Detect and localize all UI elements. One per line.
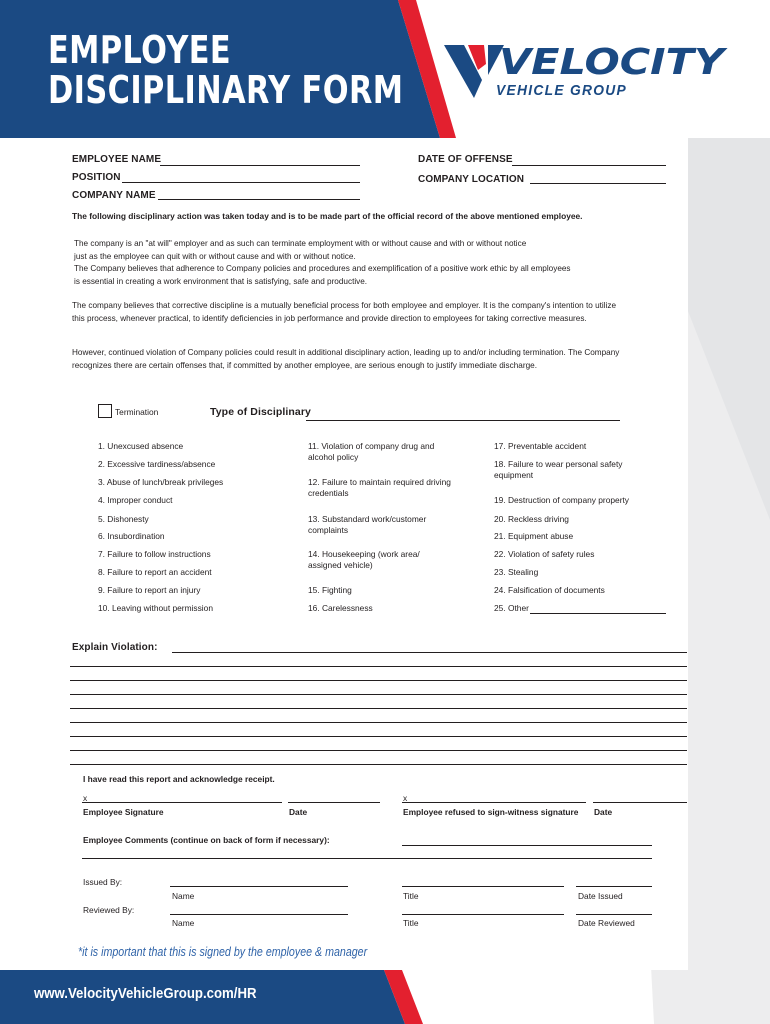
violation-item: 10. Leaving without permission bbox=[98, 603, 213, 613]
policy-line: The Company believes that adherence to Company policies and procedures and exemplification of a positive work ethic by all employees bbox=[74, 264, 571, 274]
explain-violation-label: Explain Violation: bbox=[72, 642, 158, 653]
x-mark: x bbox=[403, 793, 408, 803]
intro-statement: The following disciplinary action was taken today and is to be made part of the official record of the above mentioned employee. bbox=[72, 211, 583, 221]
violation-item: 15. Fighting bbox=[308, 585, 352, 595]
footer-url[interactable]: www.VelocityVehicleGroup.com/HR bbox=[34, 985, 257, 1002]
violation-item: 16. Carelessness bbox=[308, 603, 373, 613]
employee-name-label: EMPLOYEE NAME bbox=[72, 154, 162, 165]
employee-signature-date-field[interactable] bbox=[288, 802, 380, 803]
explain-line[interactable] bbox=[70, 708, 687, 709]
termination-checkbox[interactable] bbox=[98, 404, 112, 418]
violation-item: 23. Stealing bbox=[494, 567, 539, 577]
company-location-field[interactable] bbox=[530, 183, 666, 184]
violation-item: 8. Failure to report an accident bbox=[98, 567, 212, 577]
position-field[interactable] bbox=[122, 182, 360, 183]
discipline-type-label: Type of Disciplinary bbox=[210, 406, 311, 418]
violation-item: 14. Housekeeping (work area/ assigned vehicle) bbox=[308, 549, 420, 570]
signature-note: *it is important that this is signed by the employee & manager bbox=[78, 944, 368, 959]
violation-item: 2. Excessive tardiness/absence bbox=[98, 459, 216, 469]
violation-item: 11. Violation of company drug and alcohol policy bbox=[308, 441, 435, 462]
comments-line[interactable] bbox=[402, 845, 652, 846]
date-label: Date bbox=[289, 807, 308, 817]
violation-item: 24. Falsification of documents bbox=[494, 585, 605, 595]
violation-item: 1. Unexcused absence bbox=[98, 441, 184, 451]
employee-signature-field[interactable] bbox=[82, 802, 282, 803]
position-label: POSITION bbox=[72, 172, 121, 183]
employee-signature-label: Employee Signature bbox=[83, 807, 164, 817]
issued-date-field[interactable] bbox=[576, 886, 652, 887]
date-reviewed-label: Date Reviewed bbox=[578, 918, 635, 928]
date-label: Date bbox=[594, 807, 613, 817]
other-violation-field[interactable] bbox=[530, 613, 666, 614]
explain-line[interactable] bbox=[70, 736, 687, 737]
violation-item: 12. Failure to maintain required driving credentials bbox=[308, 477, 451, 498]
violation-item: 20. Reckless driving bbox=[494, 514, 569, 524]
name-label: Name bbox=[172, 918, 195, 928]
discipline-type-field[interactable] bbox=[306, 420, 620, 421]
violation-item: 5. Dishonesty bbox=[98, 514, 149, 524]
witness-date-field[interactable] bbox=[593, 802, 687, 803]
date-of-offense-label: DATE OF OFFENSE bbox=[418, 154, 513, 165]
date-issued-label: Date Issued bbox=[578, 891, 623, 901]
violation-item: 6. Insubordination bbox=[98, 531, 165, 541]
reviewed-title-field[interactable] bbox=[402, 914, 564, 915]
violation-item: 25. Other bbox=[494, 603, 529, 613]
violation-item: 18. Failure to wear personal safety equipment bbox=[494, 459, 623, 480]
reviewed-by-label: Reviewed By: bbox=[83, 905, 135, 915]
policy-paragraph-3: However, continued violation of Company policies could result in additional disciplinary action, leading up to and/or including termination. The Company recognizes there are certain offenses that, if committed by another employee, are serious enough to justify immediate discharge. bbox=[72, 348, 620, 370]
violation-item: 17. Preventable accident bbox=[494, 441, 587, 451]
violation-item: 21. Equipment abuse bbox=[494, 531, 574, 541]
policy-paragraph-1 bbox=[74, 238, 674, 288]
x-mark: x bbox=[83, 793, 88, 803]
company-location-label: COMPANY LOCATION bbox=[418, 174, 525, 185]
policy-line: is essential in creating a work environment that is satisfying, safe and productive. bbox=[74, 276, 368, 286]
policy-paragraph-2: The company believes that corrective discipline is a mutually beneficial process for both employee and employer. It is the company's intention to utilize this process, whenever practical, to identify deficiencies in job performance and provide direction to employees for taking corrective measures. bbox=[72, 301, 617, 323]
date-of-offense-field[interactable] bbox=[512, 165, 666, 166]
employee-name-field[interactable] bbox=[160, 165, 360, 166]
issued-name-field[interactable] bbox=[170, 886, 348, 887]
issued-title-field[interactable] bbox=[402, 886, 564, 887]
title-line-1: EMPLOYEE bbox=[48, 28, 232, 72]
comments-line[interactable] bbox=[82, 858, 652, 859]
explain-line[interactable] bbox=[70, 750, 687, 751]
issued-by-label: Issued By: bbox=[83, 877, 123, 887]
explain-line[interactable] bbox=[172, 652, 687, 653]
refused-signature-label: Employee refused to sign-witness signature bbox=[403, 807, 579, 817]
company-name-field[interactable] bbox=[158, 199, 360, 200]
logo-wordmark: VELOCITY bbox=[499, 42, 729, 83]
name-label: Name bbox=[172, 891, 195, 901]
violation-item: 19. Destruction of company property bbox=[494, 495, 629, 505]
form-title bbox=[48, 30, 403, 110]
policy-line: The company is an "at will" employer and as such can terminate employment with or without cause and with or without notice bbox=[74, 239, 527, 248]
termination-label: Termination bbox=[115, 407, 159, 417]
violation-item: 4. Improper conduct bbox=[98, 495, 173, 505]
acknowledgement-text: I have read this report and acknowledge receipt. bbox=[83, 774, 275, 784]
explain-line[interactable] bbox=[70, 722, 687, 723]
violation-item: 22. Violation of safety rules bbox=[494, 549, 595, 559]
company-name-label: COMPANY NAME bbox=[72, 190, 156, 201]
explain-line[interactable] bbox=[70, 680, 687, 681]
explain-line[interactable] bbox=[70, 666, 687, 667]
explain-line[interactable] bbox=[70, 764, 687, 765]
explain-line[interactable] bbox=[70, 694, 687, 695]
violation-item: 13. Substandard work/customer complaints bbox=[308, 514, 427, 535]
title-line-2: DISCIPLINARY FORM bbox=[48, 68, 404, 112]
violation-item: 3. Abuse of lunch/break privileges bbox=[98, 477, 224, 487]
policy-line: just as the employee can quit with or without cause and with or without notice. bbox=[74, 251, 356, 261]
logo-subtext: VEHICLE GROUP bbox=[496, 82, 627, 99]
reviewed-date-field[interactable] bbox=[576, 914, 652, 915]
reviewed-name-field[interactable] bbox=[170, 914, 348, 915]
violation-item: 9. Failure to report an injury bbox=[98, 585, 201, 595]
employee-comments-label: Employee Comments (continue on back of form if necessary): bbox=[83, 835, 330, 845]
violation-item: 7. Failure to follow instructions bbox=[98, 549, 211, 559]
title-label: Title bbox=[403, 891, 419, 901]
title-label: Title bbox=[403, 918, 419, 928]
witness-signature-field[interactable] bbox=[402, 802, 586, 803]
